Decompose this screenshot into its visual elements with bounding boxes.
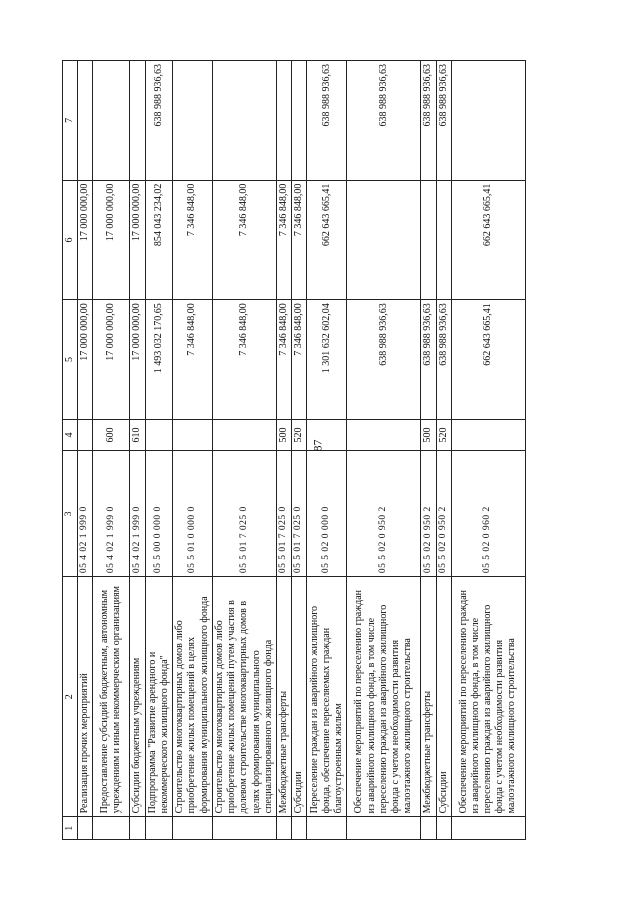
header-col-1: 1 bbox=[63, 817, 78, 840]
amount-col6-cell: 7 346 848,00 bbox=[276, 180, 291, 300]
amount-col6-cell: 7 346 848,00 bbox=[292, 180, 307, 300]
header-col-3: 3 bbox=[63, 451, 78, 577]
row-index-cell bbox=[93, 817, 130, 840]
expense-type-cell bbox=[347, 419, 421, 450]
table-row bbox=[421, 61, 436, 840]
page-number: 87 bbox=[310, 439, 325, 452]
amount-col7-cell: 638 988 936,63 bbox=[421, 61, 436, 181]
amount-col7-cell bbox=[292, 61, 307, 181]
amount-col7-cell: 638 988 936,63 bbox=[145, 61, 172, 181]
budget-code-cell: 05 4 02 1 999 0 bbox=[130, 451, 145, 577]
item-name-cell: Межбюджетные трансферты bbox=[421, 577, 436, 817]
expense-type-cell: 520 bbox=[292, 419, 307, 450]
table-row bbox=[172, 61, 212, 840]
budget-code-cell: 05 5 01 7 025 0 bbox=[212, 451, 276, 577]
amount-col5-cell: 638 988 936,63 bbox=[436, 300, 451, 420]
item-name-cell: Субсидии bbox=[436, 577, 451, 817]
expense-type-cell bbox=[78, 419, 93, 450]
amount-col7-cell bbox=[78, 61, 93, 181]
row-index-cell bbox=[347, 817, 421, 840]
amount-col5-cell: 17 000 000,00 bbox=[78, 300, 93, 420]
table-row bbox=[130, 61, 145, 840]
amount-col5-cell: 7 346 848,00 bbox=[276, 300, 291, 420]
amount-col7-cell bbox=[93, 61, 130, 181]
amount-col5-cell: 17 000 000,00 bbox=[93, 300, 130, 420]
budget-code-cell: 05 5 01 0 000 0 bbox=[172, 451, 212, 577]
row-index-cell bbox=[212, 817, 276, 840]
amount-col5-cell: 1 301 632 602,04 bbox=[307, 300, 347, 420]
budget-code-cell: 05 5 02 0 000 0 bbox=[307, 451, 347, 577]
amount-col6-cell: 17 000 000,00 bbox=[93, 180, 130, 300]
amount-col5-cell: 1 493 032 170,65 bbox=[145, 300, 172, 420]
row-index-cell bbox=[78, 817, 93, 840]
item-name-cell: Реализация прочих мероприятий bbox=[78, 577, 93, 817]
header-col-5: 5 bbox=[63, 300, 78, 420]
budget-table bbox=[62, 60, 526, 840]
amount-col6-cell: 662 643 665,41 bbox=[451, 180, 525, 300]
item-name-cell: Строительство многоквартирных домов либо приобретение жилых помещений путем участия в долевом строительстве многоквартирных домов в целях формирования муниципального специализированного жилищного фонда bbox=[212, 577, 276, 817]
amount-col6-cell: 17 000 000,00 bbox=[130, 180, 145, 300]
expense-type-cell bbox=[145, 419, 172, 450]
amount-col5-cell: 638 988 936,63 bbox=[421, 300, 436, 420]
expense-type-cell: 500 bbox=[421, 419, 436, 450]
item-name-cell: Межбюджетные трансферты bbox=[276, 577, 291, 817]
amount-col5-cell: 7 346 848,00 bbox=[212, 300, 276, 420]
header-col-7: 7 bbox=[63, 61, 78, 181]
budget-code-cell: 05 5 01 7 025 0 bbox=[276, 451, 291, 577]
amount-col6-cell bbox=[421, 180, 436, 300]
item-name-cell: Обеспечение мероприятий по переселению граждан из аварийного жилищного фонда, в том числе переселению граждан из аварийного жилищного фонда с учетом необходимости развития малоэтажного жилищного строительства bbox=[347, 577, 421, 817]
amount-col6-cell: 7 346 848,00 bbox=[172, 180, 212, 300]
row-index-cell bbox=[436, 817, 451, 840]
row-index-cell bbox=[145, 817, 172, 840]
amount-col5-cell: 17 000 000,00 bbox=[130, 300, 145, 420]
header-col-4: 4 bbox=[63, 419, 78, 450]
amount-col7-cell bbox=[276, 61, 291, 181]
amount-col6-cell: 17 000 000,00 bbox=[78, 180, 93, 300]
amount-col5-cell: 7 346 848,00 bbox=[172, 300, 212, 420]
expense-type-cell bbox=[451, 419, 525, 450]
budget-code-cell: 05 5 02 0 950 2 bbox=[347, 451, 421, 577]
expense-type-cell: 610 bbox=[130, 419, 145, 450]
amount-col7-cell: 638 988 936,63 bbox=[307, 61, 347, 181]
row-index-cell bbox=[130, 817, 145, 840]
item-name-cell: Подпрограмма "Развитие арендного и некоммерческого жилищного фонда" bbox=[145, 577, 172, 817]
amount-col6-cell: 662 643 665,41 bbox=[307, 180, 347, 300]
table-row bbox=[292, 61, 307, 840]
row-index-cell bbox=[307, 817, 347, 840]
budget-code-cell: 05 4 02 1 999 0 bbox=[78, 451, 93, 577]
amount-col6-cell: 7 346 848,00 bbox=[212, 180, 276, 300]
expense-type-cell bbox=[172, 419, 212, 450]
row-index-cell bbox=[172, 817, 212, 840]
budget-table-rotated bbox=[62, 60, 518, 840]
table-row bbox=[145, 61, 172, 840]
amount-col7-cell bbox=[451, 61, 525, 181]
table-row bbox=[276, 61, 291, 840]
header-col-6: 6 bbox=[63, 180, 78, 300]
table-row bbox=[93, 61, 130, 840]
table-row bbox=[78, 61, 93, 840]
item-name-cell: Обеспечение мероприятий по переселению граждан из аварийного жилищного фонда, в том числе переселению граждан из аварийного жилищного фонда с учетом необходимости развития малоэтажного жилищного строительства bbox=[451, 577, 525, 817]
row-index-cell bbox=[292, 817, 307, 840]
expense-type-cell bbox=[212, 419, 276, 450]
item-name-cell: Субсидии бюджетным учреждениям bbox=[130, 577, 145, 817]
row-index-cell bbox=[421, 817, 436, 840]
amount-col7-cell: 638 988 936,63 bbox=[436, 61, 451, 181]
item-name-cell: Предоставление субсидий бюджетным, автономным учреждениям и иным некоммерческим организациям bbox=[93, 577, 130, 817]
budget-code-cell: 05 5 02 0 950 2 bbox=[436, 451, 451, 577]
amount-col7-cell bbox=[130, 61, 145, 181]
table-row bbox=[307, 61, 347, 840]
table-header-row bbox=[63, 61, 78, 840]
amount-col5-cell: 662 643 665,41 bbox=[451, 300, 525, 420]
expense-type-cell: 600 bbox=[93, 419, 130, 450]
item-name-cell: Субсидии bbox=[292, 577, 307, 817]
item-name-cell: Строительство многоквартирных домов либо приобретение жилых помещений в целях формирования муниципального жилищного фонда bbox=[172, 577, 212, 817]
item-name-cell: Переселение граждан из аварийного жилищного фонда, обеспечение переселяемых граждан благоустроенным жильем bbox=[307, 577, 347, 817]
amount-col5-cell: 638 988 936,63 bbox=[347, 300, 421, 420]
table-row bbox=[212, 61, 276, 840]
expense-type-cell: 500 bbox=[276, 419, 291, 450]
table-row bbox=[347, 61, 421, 840]
row-index-cell bbox=[276, 817, 291, 840]
budget-code-cell: 05 5 00 0 000 0 bbox=[145, 451, 172, 577]
table-row bbox=[436, 61, 451, 840]
budget-code-cell: 05 5 02 0 960 2 bbox=[451, 451, 525, 577]
expense-type-cell: 520 bbox=[436, 419, 451, 450]
budget-code-cell: 05 5 02 0 950 2 bbox=[421, 451, 436, 577]
amount-col6-cell bbox=[347, 180, 421, 300]
amount-col7-cell: 638 988 936,63 bbox=[347, 61, 421, 181]
header-col-2: 2 bbox=[63, 577, 78, 817]
expense-type-cell bbox=[307, 419, 347, 450]
amount-col7-cell bbox=[212, 61, 276, 181]
amount-col7-cell bbox=[172, 61, 212, 181]
amount-col6-cell: 854 043 234,02 bbox=[145, 180, 172, 300]
row-index-cell bbox=[451, 817, 525, 840]
budget-code-cell: 05 4 02 1 999 0 bbox=[93, 451, 130, 577]
table-row bbox=[451, 61, 525, 840]
amount-col6-cell bbox=[436, 180, 451, 300]
amount-col5-cell: 7 346 848,00 bbox=[292, 300, 307, 420]
budget-code-cell: 05 5 01 7 025 0 bbox=[292, 451, 307, 577]
